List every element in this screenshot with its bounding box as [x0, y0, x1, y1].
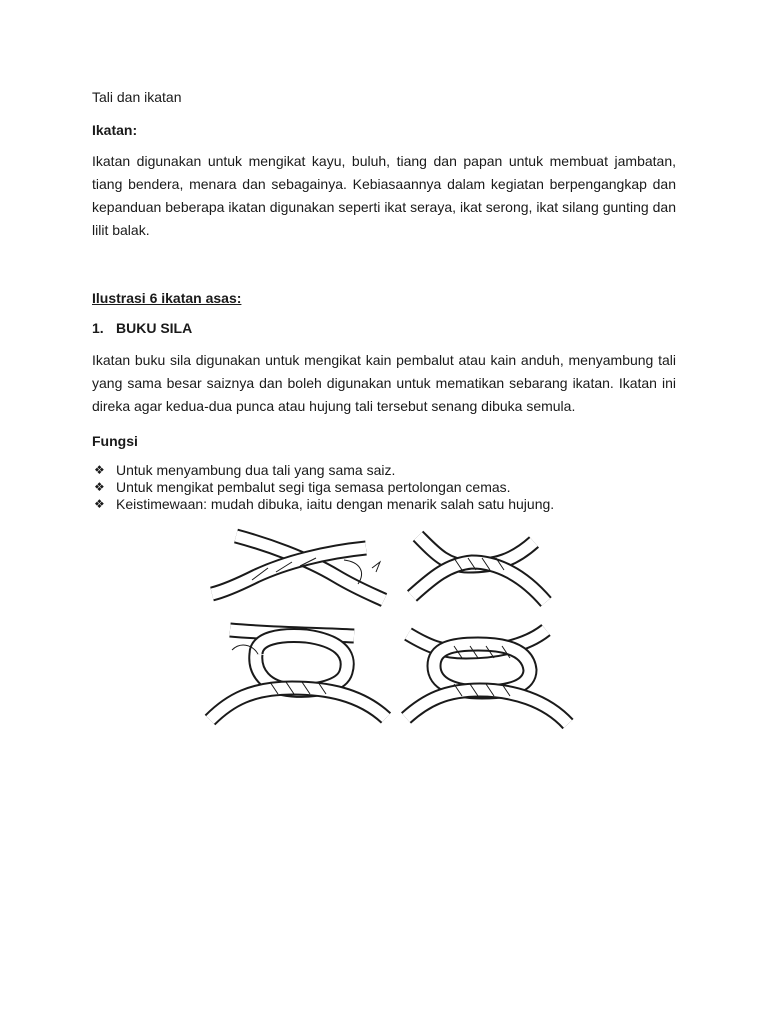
- function-heading: Fungsi: [92, 433, 138, 449]
- list-item: [92, 462, 676, 479]
- step-3-drawing: [210, 630, 386, 720]
- diamond-bullet-icon: ❖: [94, 480, 105, 494]
- step-1-drawing: [212, 536, 384, 600]
- document-title: Tali dan ikatan: [92, 89, 182, 105]
- diamond-bullet-icon: ❖: [94, 463, 105, 477]
- diamond-bullet-icon: ❖: [94, 497, 105, 511]
- section-heading: Ikatan:: [92, 122, 138, 138]
- step-2-drawing: [412, 536, 546, 602]
- list-item: [92, 496, 676, 513]
- list-item: [92, 479, 676, 496]
- knot-heading: [92, 318, 192, 338]
- knot-name: BUKU SILA: [116, 320, 193, 336]
- function-text: Keistimewaan: mudah dibuka, iaitu dengan menarik salah satu hujung.: [116, 496, 555, 512]
- function-list: [92, 462, 676, 513]
- function-text: Untuk mengikat pembalut segi tiga semasa pertolongan cemas.: [116, 479, 511, 495]
- knot-description: Ikatan buku sila digunakan untuk mengikat kain pembalut atau kain anduh, menyambung tali yang sama besar saiznya dan boleh digunakan untuk mematikan sebarang ikatan. Ikatan ini direka agar kedua-dua punca atau hujung tali tersebut senang dibuka semula.: [92, 352, 676, 414]
- function-text: Untuk menyambung dua tali yang sama saiz.: [116, 462, 396, 478]
- step-4-drawing: [406, 630, 568, 724]
- illustration-heading: Ilustrasi 6 ikatan asas:: [92, 290, 242, 306]
- knot-number: 1.: [92, 320, 104, 336]
- reef-knot-steps-illustration: [196, 522, 588, 738]
- section-paragraph: Ikatan digunakan untuk mengikat kayu, buluh, tiang dan papan untuk membuat jambatan, tiang bendera, menara dan sebagainya. Kebiasaannya dalam kegiatan berpengangkap dan kepanduan beberapa ikatan digunakan seperti ikat seraya, ikat serong, ikat silang gunting dan lilit balak.: [92, 153, 676, 238]
